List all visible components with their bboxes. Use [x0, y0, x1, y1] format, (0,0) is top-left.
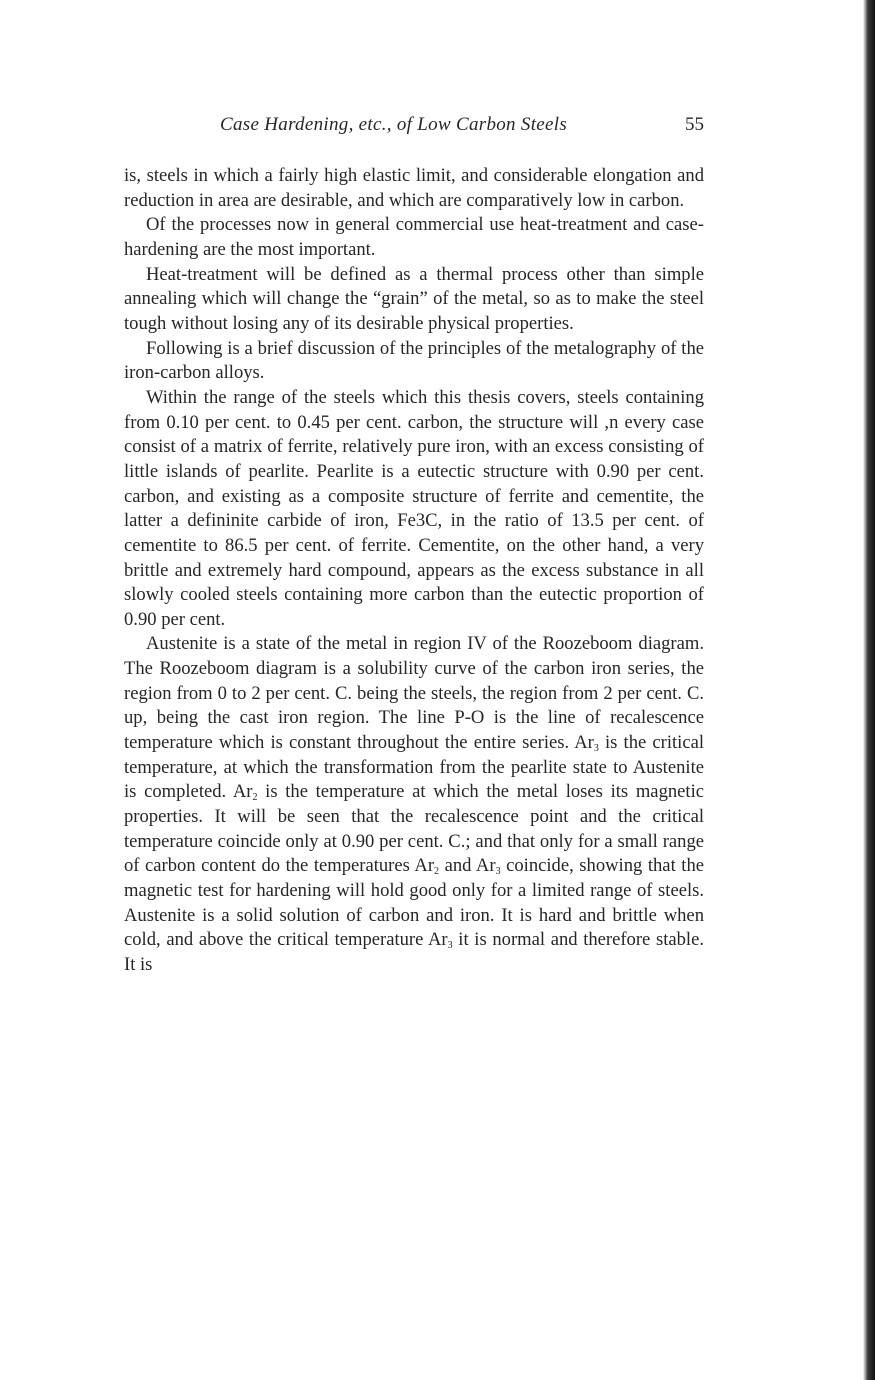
subscript: 3 [495, 866, 501, 878]
text-run: it is normal and therefore stable. It is [124, 929, 704, 975]
paragraph: Of the processes now in general commercial use heat-treatment and case-hardening are the most important. [124, 214, 704, 260]
text-run: is the critical temperature, at which the transformation from the pearlite state to Austenite is completed. Ar [124, 732, 705, 803]
paragraph: is, steels in which a fairly high elastic limit, and considerable elongation and reduction in area are desirable, and which are comparatively low in carbon. [124, 165, 704, 211]
subscript: 2 [252, 792, 258, 804]
subscript: 3 [593, 743, 599, 755]
text-run: is the temperature at which the metal loses its magnetic properties. It will be seen that the recalescence point and the critical temperature coincide only at 0.90 per cent. C.; and that only for a small range of carbon content do the temperatures Ar [124, 781, 704, 877]
subscript: 3 [447, 940, 453, 952]
paragraph [124, 632, 704, 977]
body-text [124, 164, 704, 978]
page-header [146, 114, 704, 142]
paragraph: Following is a brief discussion of the principles of the metalography of the iron-carbon alloys. [124, 337, 704, 384]
text-run: Austenite is a state of the metal in region IV of the Roozeboom diagram. The Roozeboom diagram is a solubility curve of the carbon iron series, the region from 0 to 2 per cent. C. being the steels, the region from 2 per cent. C. up, being the cast iron region. The line P-O is the line of recalescence temperature which is constant throughout the entire series. Ar [124, 633, 704, 754]
text-run: and Ar [439, 855, 496, 877]
running-title: Case Hardening, etc., of Low Carbon Steels [220, 114, 568, 135]
page-number: 55 [685, 114, 704, 135]
page-edge-shadow [863, 0, 875, 1380]
paragraph: Heat-treatment will be defined as a thermal process other than simple annealing which will change the “grain” of the metal, so as to make the steel tough without losing any of its desirable physical properties. [124, 263, 704, 334]
subscript: 2 [434, 866, 440, 878]
paragraph: Within the range of the steels which this thesis covers, steels containing from 0.10 per cent. to 0.45 per cent. carbon, the structure will ,n every case consist of a matrix of ferrite, relatively pure iron, with an excess consisting of little islands of pearlite. Pearlite is a eutectic structure with 0.90 per cent. carbon, and existing as a composite structure of ferrite and cementite, the latter a defininite carbide of iron, Fe3C, in the ratio of 13.5 per cent. of cementite to 86.5 per cent. of ferrite. Cementite, on the other hand, a very brittle and extremely hard compound, appears as the excess substance in all slowly cooled steels containing more carbon than the eutectic proportion of 0.90 per cent. [124, 386, 704, 630]
text-run: coincide, showing that the magnetic test for hardening will hold good only for a limited range of steels. Austenite is a solid solution of carbon and iron. It is hard and brittle when cold, and above the critical temperature Ar [124, 855, 704, 951]
